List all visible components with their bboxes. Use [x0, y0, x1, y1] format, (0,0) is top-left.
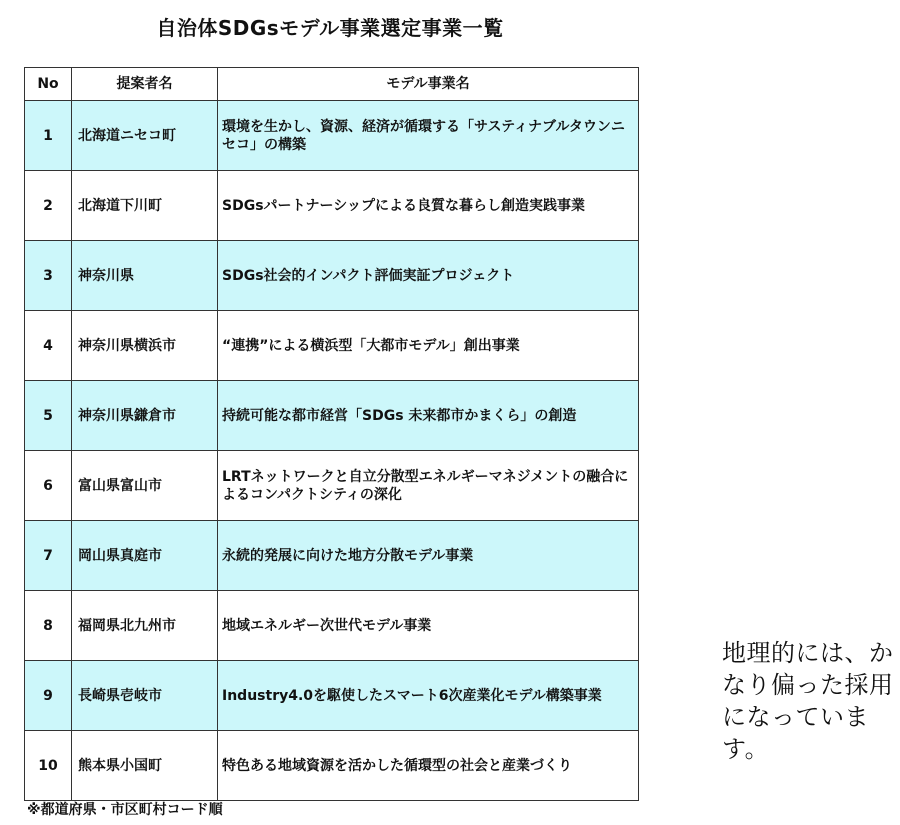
row-project: “連携”による横浜型「大都市モデル」創出事業: [218, 311, 639, 381]
header-project: モデル事業名: [218, 68, 639, 101]
row-proposer: 熊本県小国町: [72, 731, 218, 801]
row-no: 3: [25, 241, 72, 311]
table-row: [25, 311, 639, 381]
table-row: [25, 171, 639, 241]
table-header-row: [25, 68, 639, 101]
table-row: [25, 241, 639, 311]
page-title: 自治体SDGsモデル事業選定事業一覧: [156, 16, 504, 40]
row-proposer: 長崎県壱岐市: [72, 661, 218, 731]
row-no: 6: [25, 451, 72, 521]
header-no: No: [25, 68, 72, 101]
row-no: 7: [25, 521, 72, 591]
row-proposer: 富山県富山市: [72, 451, 218, 521]
table-row: [25, 731, 639, 801]
row-no: 1: [25, 101, 72, 171]
row-proposer: 福岡県北九州市: [72, 591, 218, 661]
row-project: 環境を生かし、資源、経済が循環する「サスティナブルタウンニセコ」の構築: [218, 101, 639, 171]
row-project: SDGsパートナーシップによる良質な暮らし創造実践事業: [218, 171, 639, 241]
row-proposer: 神奈川県: [72, 241, 218, 311]
row-no: 5: [25, 381, 72, 451]
row-project: Industry4.0を駆使したスマート6次産業化モデル構築事業: [218, 661, 639, 731]
row-no: 8: [25, 591, 72, 661]
row-project: 永続的発展に向けた地方分散モデル事業: [218, 521, 639, 591]
table-row: [25, 101, 639, 171]
row-project: LRTネットワークと自立分散型エネルギーマネジメントの融合によるコンパクトシティの深化: [218, 451, 639, 521]
sort-order-footnote: ※都道府県・市区町村コード順: [27, 802, 223, 818]
table-row: [25, 591, 639, 661]
row-proposer: 北海道ニセコ町: [72, 101, 218, 171]
row-no: 10: [25, 731, 72, 801]
row-proposer: 神奈川県横浜市: [72, 311, 218, 381]
header-proposer: 提案者名: [72, 68, 218, 101]
row-project: 持続可能な都市経営「SDGs 未来都市かまくら」の創造: [218, 381, 639, 451]
row-no: 9: [25, 661, 72, 731]
table-row: [25, 381, 639, 451]
row-proposer: 岡山県真庭市: [72, 521, 218, 591]
table-row: [25, 451, 639, 521]
projects-table: [24, 67, 639, 801]
row-project: SDGs社会的インパクト評価実証プロジェクト: [218, 241, 639, 311]
row-no: 4: [25, 311, 72, 381]
row-proposer: 北海道下川町: [72, 171, 218, 241]
commentary-note: 地理的には、かなり偏った採用になっています。: [722, 639, 894, 763]
table-row: [25, 661, 639, 731]
table-row: [25, 521, 639, 591]
row-project: 特色ある地域資源を活かした循環型の社会と産業づくり: [218, 731, 639, 801]
row-proposer: 神奈川県鎌倉市: [72, 381, 218, 451]
row-project: 地域エネルギー次世代モデル事業: [218, 591, 639, 661]
row-no: 2: [25, 171, 72, 241]
